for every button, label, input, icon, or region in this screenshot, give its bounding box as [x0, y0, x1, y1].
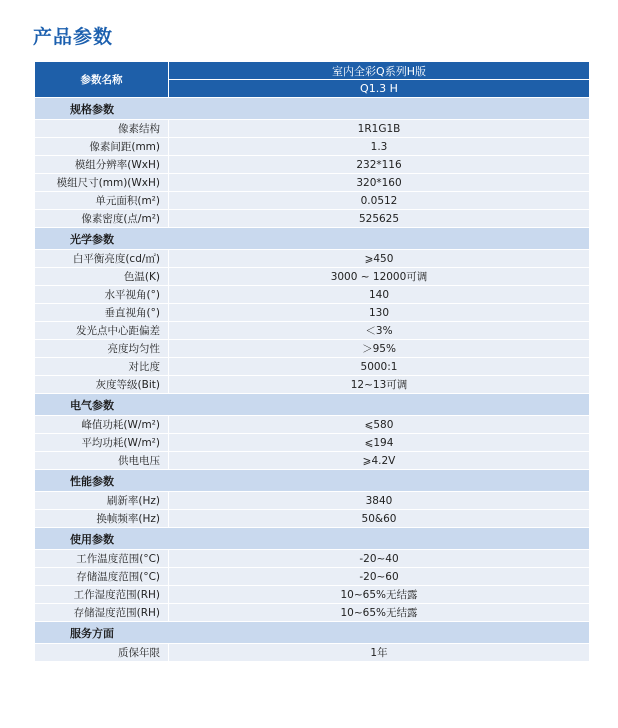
- param-value: ⩾450: [169, 250, 590, 268]
- param-label: 工作温度范围(°C): [35, 550, 169, 568]
- table-row: [35, 156, 590, 174]
- param-label: 色温(K): [35, 268, 169, 286]
- section-header-row: [35, 528, 590, 550]
- param-value: 50&60: [169, 510, 590, 528]
- table-row: [35, 644, 590, 662]
- param-label: 模组分辨率(WxH): [35, 156, 169, 174]
- section-title: 光学参数: [35, 228, 590, 250]
- param-label: 灰度等级(Bit): [35, 376, 169, 394]
- param-label: 峰值功耗(W/m²): [35, 416, 169, 434]
- section-title: 使用参数: [35, 528, 590, 550]
- model-header: 室内全彩Q系列H版: [169, 62, 590, 80]
- param-value: 1R1G1B: [169, 120, 590, 138]
- param-value: 5000:1: [169, 358, 590, 376]
- param-label: 模组尺寸(mm)(WxH): [35, 174, 169, 192]
- param-value: 3840: [169, 492, 590, 510]
- table-row: [35, 174, 590, 192]
- param-value: ⩽580: [169, 416, 590, 434]
- spec-table: [34, 61, 590, 662]
- param-value: ⩾4.2V: [169, 452, 590, 470]
- param-label: 工作湿度范围(RH): [35, 586, 169, 604]
- section-header-row: [35, 622, 590, 644]
- param-value: 1年: [169, 644, 590, 662]
- param-value: 3000 ~ 12000可调: [169, 268, 590, 286]
- param-label: 单元面积(m²): [35, 192, 169, 210]
- param-label: 刷新率(Hz): [35, 492, 169, 510]
- table-row: [35, 586, 590, 604]
- section-header-row: [35, 98, 590, 120]
- param-label: 供电电压: [35, 452, 169, 470]
- table-row: [35, 138, 590, 156]
- param-name-header: 参数名称: [35, 62, 169, 98]
- param-value: 525625: [169, 210, 590, 228]
- section-title: 电气参数: [35, 394, 590, 416]
- section-header-row: [35, 394, 590, 416]
- param-label: 质保年限: [35, 644, 169, 662]
- table-row: [35, 434, 590, 452]
- page-title: 产品参数: [33, 26, 114, 48]
- param-label: 像素密度(点/m²): [35, 210, 169, 228]
- table-row: [35, 376, 590, 394]
- spec-table-body: [35, 62, 590, 662]
- param-value: ＞95%: [169, 340, 590, 358]
- param-label: 水平视角(°): [35, 286, 169, 304]
- param-value: 130: [169, 304, 590, 322]
- table-row: [35, 416, 590, 434]
- param-label: 对比度: [35, 358, 169, 376]
- table-row: [35, 358, 590, 376]
- param-value: 10~65%无结露: [169, 586, 590, 604]
- param-value: 140: [169, 286, 590, 304]
- param-label: 亮度均匀性: [35, 340, 169, 358]
- param-value: ＜3%: [169, 322, 590, 340]
- table-row: [35, 550, 590, 568]
- table-row: [35, 250, 590, 268]
- param-label: 白平衡亮度(cd/㎡): [35, 250, 169, 268]
- table-row: [35, 452, 590, 470]
- param-label: 发光点中心距偏差: [35, 322, 169, 340]
- table-row: [35, 192, 590, 210]
- param-label: 存储温度范围(°C): [35, 568, 169, 586]
- param-value: -20~40: [169, 550, 590, 568]
- param-label: 存储湿度范围(RH): [35, 604, 169, 622]
- table-row: [35, 322, 590, 340]
- param-label: 平均功耗(W/m²): [35, 434, 169, 452]
- table-row: [35, 286, 590, 304]
- table-row: [35, 604, 590, 622]
- table-row: [35, 210, 590, 228]
- param-value: -20~60: [169, 568, 590, 586]
- param-value: 10~65%无结露: [169, 604, 590, 622]
- table-row: [35, 568, 590, 586]
- param-value: 12~13可调: [169, 376, 590, 394]
- param-label: 换帧频率(Hz): [35, 510, 169, 528]
- table-row: [35, 492, 590, 510]
- param-label: 像素间距(mm): [35, 138, 169, 156]
- table-row: [35, 268, 590, 286]
- param-value: 1.3: [169, 138, 590, 156]
- table-row: [35, 120, 590, 138]
- section-title: 服务方面: [35, 622, 590, 644]
- param-value: ⩽194: [169, 434, 590, 452]
- param-label: 像素结构: [35, 120, 169, 138]
- param-value: 0.0512: [169, 192, 590, 210]
- param-value: 232*116: [169, 156, 590, 174]
- section-title: 规格参数: [35, 98, 590, 120]
- header-row: [35, 62, 590, 80]
- table-row: [35, 510, 590, 528]
- table-row: [35, 304, 590, 322]
- section-header-row: [35, 228, 590, 250]
- section-title: 性能参数: [35, 470, 590, 492]
- param-value: 320*160: [169, 174, 590, 192]
- param-label: 垂直视角(°): [35, 304, 169, 322]
- version-header: Q1.3 H: [169, 80, 590, 98]
- section-header-row: [35, 470, 590, 492]
- table-row: [35, 340, 590, 358]
